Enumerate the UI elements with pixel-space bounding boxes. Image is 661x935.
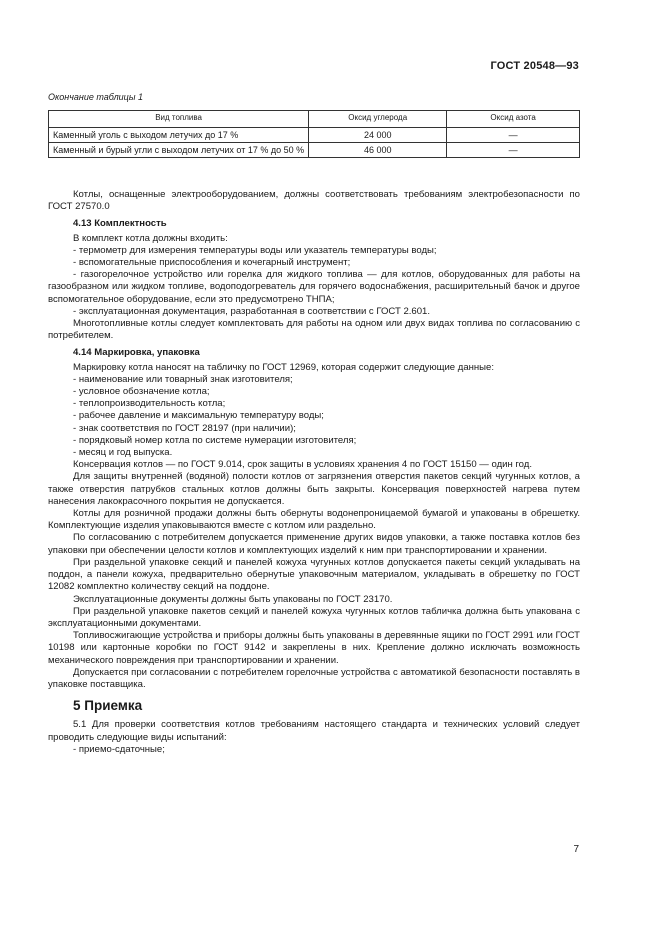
- paragraph: Допускается при согласовании с потребителем горелочные устройства с автоматикой безопасности поставлять в упаковке поставщика.: [48, 666, 580, 690]
- paragraph: При раздельной упаковке пакетов секций и панелей кожуха чугунных котлов табличка должна быть упакована с эксплуатационными документами.: [48, 605, 580, 629]
- section-heading-5: 5 Приемка: [73, 698, 143, 714]
- table-cell: 46 000: [309, 143, 447, 158]
- paragraph: При раздельной упаковке секций и панелей кожуха чугунных котлов допускается пакеты секций укладывать на поддон, а панели кожуха, предварительно обернутые упаковочным материалом, укладывать в обрешетку по ГОСТ 12082 комплектно количеству секций на поддоне.: [48, 556, 580, 593]
- list-item: - условное обозначение котла;: [73, 386, 210, 398]
- list-item: - порядковый номер котла по системе нумерации изготовителя;: [73, 434, 357, 446]
- paragraph: Маркировку котла наносят на табличку по ГОСТ 12969, которая содержит следующие данные:: [73, 361, 494, 373]
- table-cell: Каменный уголь с выходом летучих до 17 %: [49, 128, 309, 143]
- standard-code: ГОСТ 20548—93: [490, 60, 579, 72]
- paragraph: Для защиты внутренней (водяной) полости котлов от загрязнения отверстия пакетов секций чугунных котлов, а также отверстия патрубков стальных котлов должны быть закрыты. Консервация поверхностей нагрева путем нанесения лакокрасочного покрытия не допускается.: [48, 471, 580, 507]
- table-caption: Окончание таблицы 1: [48, 92, 143, 102]
- paragraph: Топливосжигающие устройства и приборы должны быть упакованы в деревянные ящики по ГОСТ 2991 или ГОСТ 10198 или картонные коробки по ГОСТ 9142 и закреплены в них. Крепление должно исключать возможность механического повреждения при транспортировании и хранении.: [48, 630, 580, 666]
- section-heading-4-14: 4.14 Маркировка, упаковка: [73, 347, 200, 359]
- table-cell: Каменный и бурый угли с выходом летучих от 17 % до 50 %: [49, 143, 309, 158]
- list-item: - теплопроизводительность котла;: [73, 398, 226, 410]
- column-header: Оксид углерода: [309, 111, 447, 128]
- column-header: Оксид азота: [447, 111, 580, 128]
- table-header-row: [49, 111, 580, 128]
- list-item: - знак соответствия по ГОСТ 28197 (при наличии);: [73, 422, 296, 434]
- paragraph: Котлы для розничной продажи должны быть обернуты водонепроницаемой бумагой и упакованы в обрешетку. Комплектующие изделия упаковываются вместе с котлом или раздельно.: [48, 508, 580, 532]
- list-item: - термометр для измерения температуры воды или указатель температуры воды;: [73, 244, 437, 256]
- paragraph: По согласованию с потребителем допускается применение других видов упаковки, а также поставка котлов без упаковки при обеспечении целости котлов и комплектующих изделий к ним при транспортировании и хранении.: [48, 532, 580, 556]
- table-cell: —: [447, 128, 580, 143]
- section-heading-4-13: 4.13 Комплектность: [73, 218, 167, 230]
- table-cell: 24 000: [309, 128, 447, 143]
- document-body: [48, 189, 580, 756]
- emissions-table: [48, 110, 580, 158]
- paragraph: Эксплуатационные документы должны быть упакованы по ГОСТ 23170.: [73, 593, 393, 605]
- paragraph: Консервация котлов — по ГОСТ 9.014, срок защиты в условиях хранения 4 по ГОСТ 15150 — один год.: [73, 459, 533, 471]
- list-item: - приемо-сдаточные;: [73, 743, 165, 755]
- list-item: - вспомогательные приспособления и кочегарный инструмент;: [73, 257, 351, 269]
- list-item: - эксплуатационная документация, разработанная в соответствии с ГОСТ 2.601.: [73, 305, 431, 317]
- table-cell: —: [447, 143, 580, 158]
- list-item: - газогорелочное устройство или горелка для жидкого топлива — для котлов, оборудованных для работы на газообразном или жидком топливе, водоподогреватель для горячего водоснабжения, расширительный бачок и другое вспомогательное оборудование, если это предусмотрено ТНПА;: [48, 269, 580, 305]
- table-row: [49, 143, 580, 158]
- list-item: - рабочее давление и максимальную температуру воды;: [73, 410, 324, 422]
- page-number: 7: [573, 844, 579, 855]
- column-header: Вид топлива: [49, 111, 309, 128]
- paragraph: Многотопливные котлы следует комплектовать для работы на одном или двух видах топлива по согласованию с потребителем.: [48, 318, 580, 342]
- paragraph: В комплект котла должны входить:: [73, 232, 228, 244]
- list-item: - наименование или товарный знак изготовителя;: [73, 373, 293, 385]
- table-row: [49, 128, 580, 143]
- paragraph: 5.1 Для проверки соответствия котлов требованиям настоящего стандарта и технических условий следует проводить следующие виды испытаний:: [48, 719, 580, 743]
- paragraph: Котлы, оснащенные электрооборудованием, должны соответствовать требованиям электробезопасности по ГОСТ 27570.0: [48, 189, 580, 213]
- list-item: - месяц и год выпуска.: [73, 447, 173, 459]
